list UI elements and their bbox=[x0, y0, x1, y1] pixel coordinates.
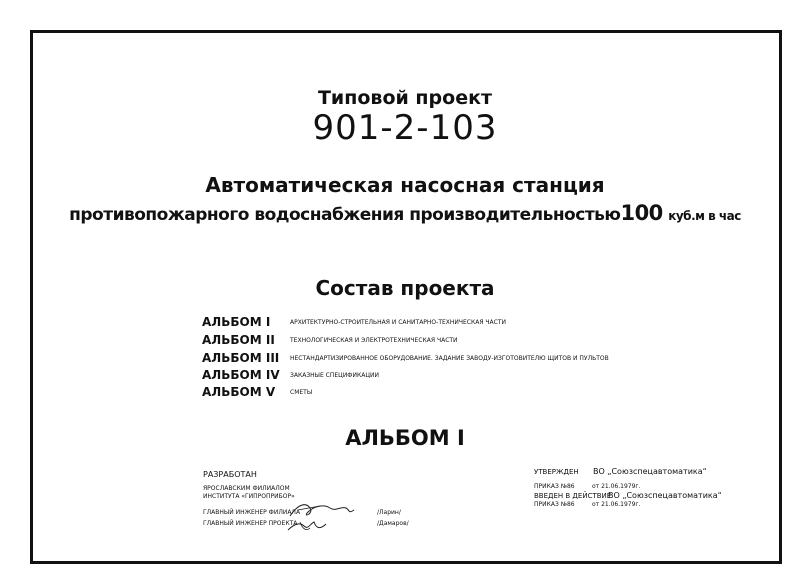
album-list-item bbox=[202, 315, 506, 333]
current-album: АЛЬБОМ I bbox=[345, 426, 465, 450]
approved-order: ПРИКАЗ №86 bbox=[534, 483, 575, 490]
album-list-item bbox=[202, 385, 312, 403]
project-type: Типовой проект bbox=[317, 87, 493, 109]
composition-heading: Состав проекта bbox=[315, 276, 495, 300]
introduced-order: ПРИКАЗ №86 bbox=[534, 501, 575, 508]
chief-project-engineer-role: ГЛАВНЫЙ ИНЖЕНЕР ПРОЕКТА bbox=[203, 520, 298, 527]
handwritten-signatures bbox=[280, 494, 370, 536]
album-label: АЛЬБОМ III bbox=[202, 351, 280, 365]
project-title-line2 bbox=[0, 201, 810, 225]
title-line2-number: 100 bbox=[620, 201, 663, 225]
album-label: АЛЬБОМ II bbox=[202, 333, 275, 347]
developer-org-line2: ИНСТИТУТА «ГИПРОПРИБОР» bbox=[203, 493, 295, 500]
introduced-org: ВО „Союзспецавтоматика“ bbox=[608, 491, 722, 500]
album-list-item bbox=[202, 351, 609, 369]
album-description: НЕСТАНДАРТИЗИРОВАННОЕ ОБОРУДОВАНИЕ. ЗАДАНИЕ ЗАВОДУ-ИЗГОТОВИТЕЛЮ ЩИТОВ И ПУЛЬТОВ bbox=[290, 354, 609, 362]
album-list-item bbox=[202, 368, 379, 386]
album-label: АЛЬБОМ I bbox=[202, 315, 271, 329]
approved-label: УТВЕРЖДЕН bbox=[534, 468, 579, 476]
introduced-label: ВВЕДЕН В ДЕЙСТВИЕ bbox=[534, 492, 612, 500]
project-title-line1: Автоматическая насосная станция bbox=[205, 173, 605, 197]
developed-heading: РАЗРАБОТАН bbox=[203, 470, 257, 479]
album-label: АЛЬБОМ IV bbox=[202, 368, 280, 382]
project-number: 901-2-103 bbox=[312, 108, 498, 148]
approved-org: ВО „Союзспецавтоматика“ bbox=[593, 467, 707, 476]
album-list-item bbox=[202, 333, 458, 351]
developer-org-line1: ЯРОСЛАВСКИМ ФИЛИАЛОМ bbox=[203, 485, 290, 492]
title-line2-text: противопожарного водоснабжения производительностью bbox=[69, 205, 621, 225]
approved-date: от 21.06.1979г. bbox=[592, 483, 641, 490]
album-description: АРХИТЕКТУРНО-СТРОИТЕЛЬНАЯ И САНИТАРНО-ТЕХНИЧЕСКАЯ ЧАСТИ bbox=[290, 318, 506, 326]
chief-engineer-branch-name: /Ларин/ bbox=[377, 509, 401, 516]
introduced-date: от 21.06.1979г. bbox=[592, 501, 641, 508]
chief-project-engineer-name: /Дамаров/ bbox=[377, 520, 409, 527]
title-line2-unit: куб.м в час bbox=[668, 209, 741, 223]
album-label: АЛЬБОМ V bbox=[202, 385, 276, 399]
album-description: ЗАКАЗНЫЕ СПЕЦИФИКАЦИИ bbox=[290, 371, 379, 379]
chief-engineer-branch-role: ГЛАВНЫЙ ИНЖЕНЕР ФИЛИАЛА bbox=[203, 509, 301, 516]
album-description: ТЕХНОЛОГИЧЕСКАЯ И ЭЛЕКТРОТЕХНИЧЕСКАЯ ЧАСТИ bbox=[290, 336, 458, 344]
album-description: СМЕТЫ bbox=[290, 388, 313, 396]
